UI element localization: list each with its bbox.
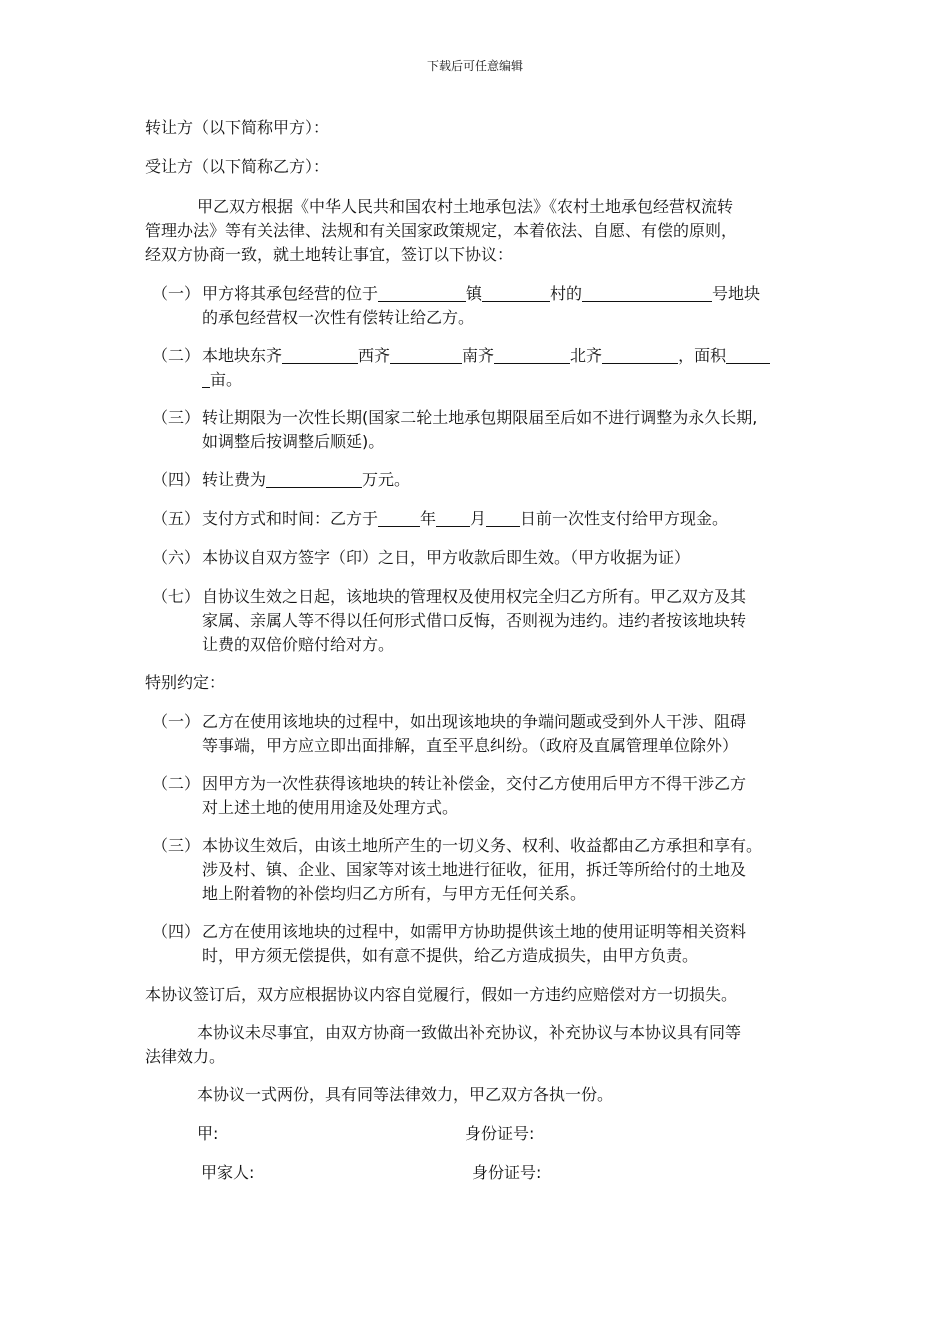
blank-line bbox=[378, 283, 466, 302]
clause-number: （六） bbox=[152, 548, 201, 567]
clause-text: 因甲方为一次性获得该地块的转让补偿金，交付乙方使用后甲方不得干涉乙方 bbox=[202, 774, 747, 793]
special-title: 特别约定： bbox=[145, 673, 226, 692]
intro-line-3: 经双方协商一致，就土地转让事宜，签订以下协议： bbox=[145, 245, 514, 264]
closing-paragraph-3: 本协议一式两份，具有同等法律效力，甲乙双方各执一份。 bbox=[197, 1085, 614, 1104]
clause-text: 乙方在使用该地块的过程中，如需甲方协助提供该土地的使用证明等相关资料 bbox=[202, 922, 747, 941]
clause-text: 转让费为 bbox=[202, 470, 267, 489]
clause-text: 镇 bbox=[466, 284, 483, 303]
blank-line bbox=[202, 369, 210, 388]
blank-line bbox=[726, 345, 770, 364]
blank-line bbox=[494, 345, 570, 364]
clause-number: （一） bbox=[152, 712, 201, 731]
blank-line bbox=[436, 508, 470, 527]
clause-number: （三） bbox=[152, 836, 201, 855]
clause-text: 本地块东齐 bbox=[202, 346, 283, 365]
clause-number: （一） bbox=[152, 284, 201, 303]
blank-line bbox=[378, 508, 420, 527]
blank-line bbox=[582, 283, 712, 302]
clause-text: 让费的双倍价赔付给对方。 bbox=[202, 635, 395, 654]
blank-line bbox=[602, 345, 678, 364]
clause-number: （七） bbox=[152, 587, 201, 606]
clause-text: 甲方将其承包经营的位于 bbox=[202, 284, 379, 303]
clause-text: 家属、亲属人等不得以任何形式借口反悔，否则视为违约。违约者按该地块转 bbox=[202, 611, 747, 630]
clause-number: （四） bbox=[152, 470, 201, 489]
clause-text: 时，甲方须无偿提供，如有意不提供，给乙方造成损失，由甲方负责。 bbox=[202, 946, 699, 965]
clause-text: 支付方式和时间：乙方于 bbox=[202, 509, 379, 528]
clause-text: 北齐 bbox=[570, 346, 603, 365]
clause-text: 乙方在使用该地块的过程中，如出现该地块的争端问题或受到外人干涉、阻碍 bbox=[202, 712, 747, 731]
blank-line bbox=[482, 283, 550, 302]
clause-number: （二） bbox=[152, 774, 201, 793]
blank-line bbox=[266, 469, 362, 488]
signature-party-a: 甲: bbox=[197, 1124, 219, 1143]
signature-party-a-family: 甲家人: bbox=[201, 1163, 255, 1182]
transferee-line: 受让方（以下简称乙方）： bbox=[145, 157, 330, 176]
blank-line bbox=[282, 345, 358, 364]
clause-number: （三） bbox=[152, 408, 201, 427]
blank-line bbox=[486, 508, 520, 527]
clause-text: 日前一次性支付给甲方现金。 bbox=[520, 509, 729, 528]
clause-text: 转让期限为一次性长期(国家二轮土地承包期限届至后如不进行调整为永久长期, bbox=[202, 408, 758, 427]
clause-text: 万元。 bbox=[362, 470, 411, 489]
clause-text: 等事端，甲方应立即出面排解，直至平息纠纷。（政府及直属管理单位除外） bbox=[202, 736, 739, 755]
clause-text: 村的 bbox=[550, 284, 583, 303]
clause-text: 本协议生效后，由该土地所产生的一切义务、权利、收益都由乙方承担和享有。 bbox=[202, 836, 763, 855]
blank-line bbox=[390, 345, 462, 364]
intro-line-1: 甲乙双方根据《中华人民共和国农村土地承包法》《农村土地承包经营权流转 bbox=[197, 197, 734, 216]
clause-text: 号地块 bbox=[712, 284, 761, 303]
clause-text: 南齐 bbox=[462, 346, 495, 365]
clause-text: 地上附着物的补偿均归乙方所有，与甲方无任何关系。 bbox=[202, 884, 587, 903]
signature-party-a-id: 身份证号: bbox=[465, 1124, 535, 1143]
closing-paragraph-2-line-1: 本协议未尽事宜，由双方协商一致做出补充协议，补充协议与本协议具有同等 bbox=[197, 1023, 742, 1042]
clause-text: 如调整后按调整后顺延)。 bbox=[202, 432, 385, 451]
intro-line-2: 管理办法》等有关法律、法规和有关国家政策规定，本着依法、自愿、有偿的原则， bbox=[145, 221, 738, 240]
clause-text: 本协议自双方签字（印）之日，甲方收款后即生效。（甲方收据为证） bbox=[202, 548, 691, 567]
clause-text: 亩。 bbox=[210, 370, 243, 389]
signature-party-a-family-id: 身份证号: bbox=[472, 1163, 542, 1182]
clause-text: 年 bbox=[420, 509, 437, 528]
clause-text: 西齐 bbox=[358, 346, 391, 365]
clause-text: 月 bbox=[470, 509, 487, 528]
clause-text: 自协议生效之日起，该地块的管理权及使用权完全归乙方所有。甲乙双方及其 bbox=[202, 587, 747, 606]
clause-text: ，面积 bbox=[678, 346, 727, 365]
closing-paragraph-2-line-2: 法律效力。 bbox=[145, 1047, 226, 1066]
clause-text: 对上述土地的使用用途及处理方式。 bbox=[202, 798, 459, 817]
clause-number: （二） bbox=[152, 346, 201, 365]
clause-number: （五） bbox=[152, 509, 201, 528]
transferor-line: 转让方（以下简称甲方）： bbox=[145, 118, 330, 137]
clause-text: 的承包经营权一次性有偿转让给乙方。 bbox=[202, 308, 475, 327]
page-header: 下载后可任意编辑 bbox=[426, 59, 523, 73]
clause-text: 涉及村、镇、企业、国家等对该土地进行征收，征用，拆迁等所给付的土地及 bbox=[202, 860, 747, 879]
clause-number: （四） bbox=[152, 922, 201, 941]
closing-paragraph-1: 本协议签订后，双方应根据协议内容自觉履行，假如一方违约应赔偿对方一切损失。 bbox=[145, 985, 738, 1004]
